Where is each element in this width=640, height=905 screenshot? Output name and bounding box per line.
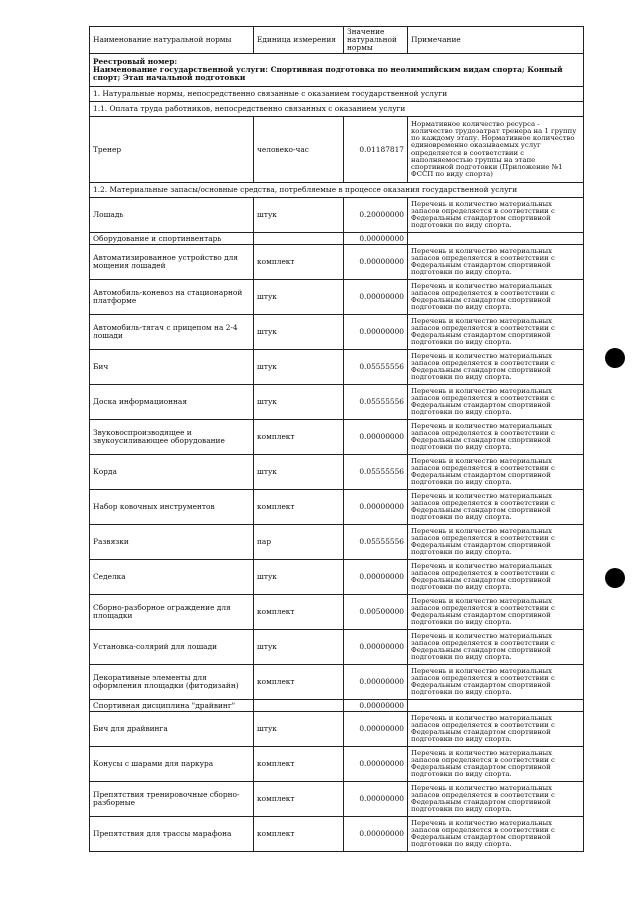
row-name: Установка-солярий для лошади [90,630,254,665]
table-row [90,560,584,595]
row-name: Бич для драйвинга [90,712,254,747]
row-unit: комплект [254,595,344,630]
row-name: Спортивная дисциплина "драйвинг" [90,700,254,712]
row-note: Перечень и количество материальных запасов определяется в соответствии с Федеральным стандартом спортивной подготовки по виду спорта. [408,245,584,280]
row-name: Развязки [90,525,254,560]
registry-number: Реестровый номер: [93,57,178,67]
table-row [90,420,584,455]
row-note: Перечень и количество материальных запасов определяется в соответствии с Федеральным стандартом спортивной подготовки по виду спорта. [408,630,584,665]
row-name: Препятствия для трассы марафона [90,817,254,852]
header-note: Примечание [408,27,584,54]
row-name: Автомобиль-тягач с прицепом на 2-4 лошади [90,315,254,350]
table-row [90,782,584,817]
table-row [90,665,584,700]
row-unit: комплект [254,782,344,817]
row-unit: штук [254,630,344,665]
row-name: Седелка [90,560,254,595]
table-row [90,747,584,782]
row-unit: комплект [254,665,344,700]
table-row [90,245,584,280]
row-value: 0.01187817 [344,117,408,183]
table-row [90,350,584,385]
row-value: 0.00000000 [344,712,408,747]
row-name: Автоматизированное устройство для мощения лошадей [90,245,254,280]
service-name: Наименование государственной услуги: Спортивная подготовка по неолимпийским видам спорта; Конный спорт; Этап начальной подготовки [93,65,563,82]
row-value: 0.00000000 [344,817,408,852]
row-note: Перечень и количество материальных запасов определяется в соответствии с Федеральным стандартом спортивной подготовки по виду спорта. [408,665,584,700]
row-value: 0.00000000 [344,280,408,315]
row-value: 0.00000000 [344,630,408,665]
row-name: Набор ковочных инструментов [90,490,254,525]
row-value: 0.00000000 [344,747,408,782]
table-row [90,525,584,560]
row-name: Звуковоспроизводящее и звукоусиливающее оборудование [90,420,254,455]
row-name: Препятствия тренировочные сборно-разборные [90,782,254,817]
row-note: Перечень и количество материальных запасов определяется в соответствии с Федеральным стандартом спортивной подготовки по виду спорта. [408,595,584,630]
row-name: Сборно-разборное ограждение для площадки [90,595,254,630]
row-unit: комплект [254,490,344,525]
row-unit: комплект [254,817,344,852]
table-row [90,700,584,712]
row-value: 0.00000000 [344,782,408,817]
norms-table [89,26,584,852]
section-1-title: 1. Натуральные нормы, непосредственно связанные с оказанием государственной услуги [90,87,584,102]
row-value: 0.00000000 [344,665,408,700]
row-value: 0.20000000 [344,198,408,233]
row-unit: комплект [254,747,344,782]
row-unit: штук [254,385,344,420]
table-row [90,198,584,233]
row-unit: штук [254,455,344,490]
row-unit: штук [254,560,344,595]
row-value: 0.00000000 [344,700,408,712]
row-note: Перечень и количество материальных запасов определяется в соответствии с Федеральным стандартом спортивной подготовки по виду спорта. [408,280,584,315]
row-note: Перечень и количество материальных запасов определяется в соответствии с Федеральным стандартом спортивной подготовки по виду спорта. [408,490,584,525]
row-note [408,233,584,245]
header-value: Значение натуральной нормы [344,27,408,54]
row-value: 0.00000000 [344,233,408,245]
row-unit: штук [254,712,344,747]
row-value: 0.05555556 [344,350,408,385]
row-unit: штук [254,280,344,315]
table-row [90,630,584,665]
table-row [90,490,584,525]
row-note: Перечень и количество материальных запасов определяется в соответствии с Федеральным стандартом спортивной подготовки по виду спорта. [408,712,584,747]
row-value: 0.05555556 [344,455,408,490]
row-unit: пар [254,525,344,560]
table-row [90,385,584,420]
row-unit [254,233,344,245]
row-unit: человеко-час [254,117,344,183]
row-name: Оборудование и спортинвентарь [90,233,254,245]
punch-hole [605,348,625,368]
section-row [90,87,584,102]
row-name: Доска информационная [90,385,254,420]
table-row [90,817,584,852]
row-name: Конусы с шарами для паркура [90,747,254,782]
table-row [90,712,584,747]
table-row [90,595,584,630]
row-note: Перечень и количество материальных запасов определяется в соответствии с Федеральным стандартом спортивной подготовки по виду спорта. [408,782,584,817]
row-value: 0.05555556 [344,385,408,420]
header-name: Наименование натуральной нормы [90,27,254,54]
row-value: 0.00000000 [344,560,408,595]
row-name: Лошадь [90,198,254,233]
row-note [408,700,584,712]
table-header-row [90,27,584,54]
row-unit [254,700,344,712]
row-unit: штук [254,198,344,233]
row-value: 0.00000000 [344,420,408,455]
row-name: Тренер [90,117,254,183]
section-1-2-title: 1.2. Материальные запасы/основные средства, потребляемые в процессе оказания государственной услуги [90,183,584,198]
table-row [90,455,584,490]
table-row [90,233,584,245]
row-note: Перечень и количество материальных запасов определяется в соответствии с Федеральным стандартом спортивной подготовки по виду спорта. [408,350,584,385]
row-note: Перечень и количество материальных запасов определяется в соответствии с Федеральным стандартом спортивной подготовки по виду спорта. [408,817,584,852]
row-value: 0.05555556 [344,525,408,560]
header-unit: Единица измерения [254,27,344,54]
row-note: Перечень и количество материальных запасов определяется в соответствии с Федеральным стандартом спортивной подготовки по виду спорта. [408,385,584,420]
row-name: Автомобиль-коневоз на стационарной платформе [90,280,254,315]
row-name: Декоративные элементы для оформления площадки (фитодизайн) [90,665,254,700]
punch-hole [605,568,625,588]
table-row [90,280,584,315]
row-value: 0.00000000 [344,490,408,525]
row-value: 0.00500000 [344,595,408,630]
row-note: Перечень и количество материальных запасов определяется в соответствии с Федеральным стандартом спортивной подготовки по виду спорта. [408,455,584,490]
row-unit: комплект [254,245,344,280]
section-row [90,102,584,117]
row-note: Перечень и количество материальных запасов определяется в соответствии с Федеральным стандартом спортивной подготовки по виду спорта. [408,560,584,595]
table-row [90,315,584,350]
row-unit: штук [254,350,344,385]
row-unit: штук [254,315,344,350]
section-row [90,183,584,198]
row-note: Нормативное количество ресурса - количество трудозатрат тренера на 1 группу по каждому этапу. Нормативное количество единовременно оказываемых услуг определяется в соответствии с наполняемостью группы на этапе спортивной подготовки (Приложение №1 ФССП по виду спорта) [408,117,584,183]
row-value: 0.00000000 [344,315,408,350]
row-name: Бич [90,350,254,385]
row-note: Перечень и количество материальных запасов определяется в соответствии с Федеральным стандартом спортивной подготовки по виду спорта. [408,420,584,455]
registry-row [90,54,584,87]
table-row [90,117,584,183]
row-note: Перечень и количество материальных запасов определяется в соответствии с Федеральным стандартом спортивной подготовки по виду спорта. [408,525,584,560]
row-note: Перечень и количество материальных запасов определяется в соответствии с Федеральным стандартом спортивной подготовки по виду спорта. [408,198,584,233]
row-note: Перечень и количество материальных запасов определяется в соответствии с Федеральным стандартом спортивной подготовки по виду спорта. [408,747,584,782]
row-name: Корда [90,455,254,490]
row-unit: комплект [254,420,344,455]
section-1-1-title: 1.1. Оплата труда работников, непосредственно связанных с оказанием услуги [90,102,584,117]
registry-cell [90,54,584,87]
row-value: 0.00000000 [344,245,408,280]
row-note: Перечень и количество материальных запасов определяется в соответствии с Федеральным стандартом спортивной подготовки по виду спорта. [408,315,584,350]
